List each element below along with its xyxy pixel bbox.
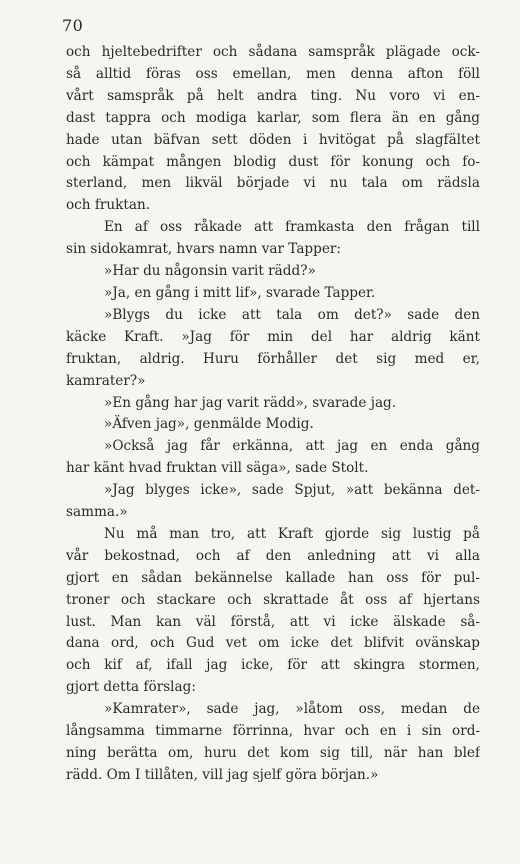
paragraph (66, 42, 480, 217)
text-line: »Blygs du icke att tala om det?» sade den (104, 306, 480, 323)
text-line: sin sidokamrat, hvars namn var Tapper: (66, 241, 341, 258)
body-text (66, 42, 480, 787)
text-line: långsamma timmarne förrinna, hvar och en i sin ord- (66, 723, 480, 740)
paragraph (66, 217, 480, 261)
text-line: gjort en sådan bekännelse kallade han oss för pul- (66, 569, 480, 586)
text-line: käcke Kraft. »Jag för min del har aldrig känt (66, 328, 480, 345)
text-line: »Också jag får erkänna, att jag en enda gång (104, 438, 480, 455)
text-line: sterland, men likväl började vi nu tala om rädsla (66, 175, 480, 192)
paragraph (66, 436, 480, 480)
paragraph (66, 414, 480, 436)
paragraph (66, 305, 480, 393)
paragraph (66, 393, 480, 415)
text-line: dast tappra och modiga karlar, som flera än en gång (66, 109, 480, 126)
text-line: och fruktan. (66, 197, 151, 214)
paragraph (66, 699, 480, 787)
text-line: »En gång har jag varit rädd», svarade jag. (104, 394, 397, 411)
text-line: så alltid föras oss emellan, men denna afton föll (66, 65, 480, 82)
text-line: samma.» (66, 504, 128, 521)
text-line: och hjeltebedrifter och sådana samspråk plägade ock- (66, 44, 480, 60)
text-line: fruktan, aldrig. Huru förhåller det sig med er, (66, 350, 480, 367)
text-line: »Ja, en gång i mitt lif», svarade Tapper. (104, 284, 376, 301)
paragraph (66, 283, 480, 305)
text-line: »Kamrater», sade jag, »låtom oss, medan de (104, 701, 480, 718)
page-number: 70 (62, 16, 84, 35)
text-line: gjort detta förslag: (66, 679, 196, 696)
text-line: dana ord, och Gud vet om icke det blifvit ovänskap (66, 635, 480, 652)
text-line: »Äfven jag», genmälde Modig. (104, 416, 314, 433)
text-line: »Jag blyges icke», sade Spjut, »att bekänna det- (104, 482, 480, 499)
text-line: hade utan bäfvan sett döden i hvitögat på slagfältet (66, 131, 480, 148)
text-line: Nu må man tro, att Kraft gjorde sig lustig på (104, 525, 480, 542)
text-line: vårt samspråk på helt andra ting. Nu voro vi en- (66, 87, 480, 104)
paragraph (66, 261, 480, 283)
text-line: En af oss råkade att framkasta den frågan till (104, 219, 480, 236)
paragraph (66, 524, 480, 699)
text-line: lust. Man kan väl förstå, att vi icke älskade så- (66, 613, 480, 630)
text-line: troner och stackare och skrattade åt oss af hjertans (66, 591, 480, 608)
text-line: »Har du någonsin varit rädd?» (104, 263, 316, 280)
paragraph (66, 480, 480, 524)
text-line: och kif af, ifall jag icke, för att skingra stormen, (66, 657, 480, 674)
text-line: vår bekostnad, och af den anledning att vi alla (66, 547, 480, 564)
text-line: rädd. Om I tillåten, vill jag sjelf göra början.» (66, 766, 379, 783)
text-line: kamrater?» (66, 372, 146, 389)
text-line: har känt hvad fruktan vill säga», sade Stolt. (66, 460, 369, 477)
text-line: och kämpat mången blodig dust för konung och fo- (66, 153, 480, 170)
text-line: ning berätta om, huru det kom sig till, när han blef (66, 745, 480, 761)
